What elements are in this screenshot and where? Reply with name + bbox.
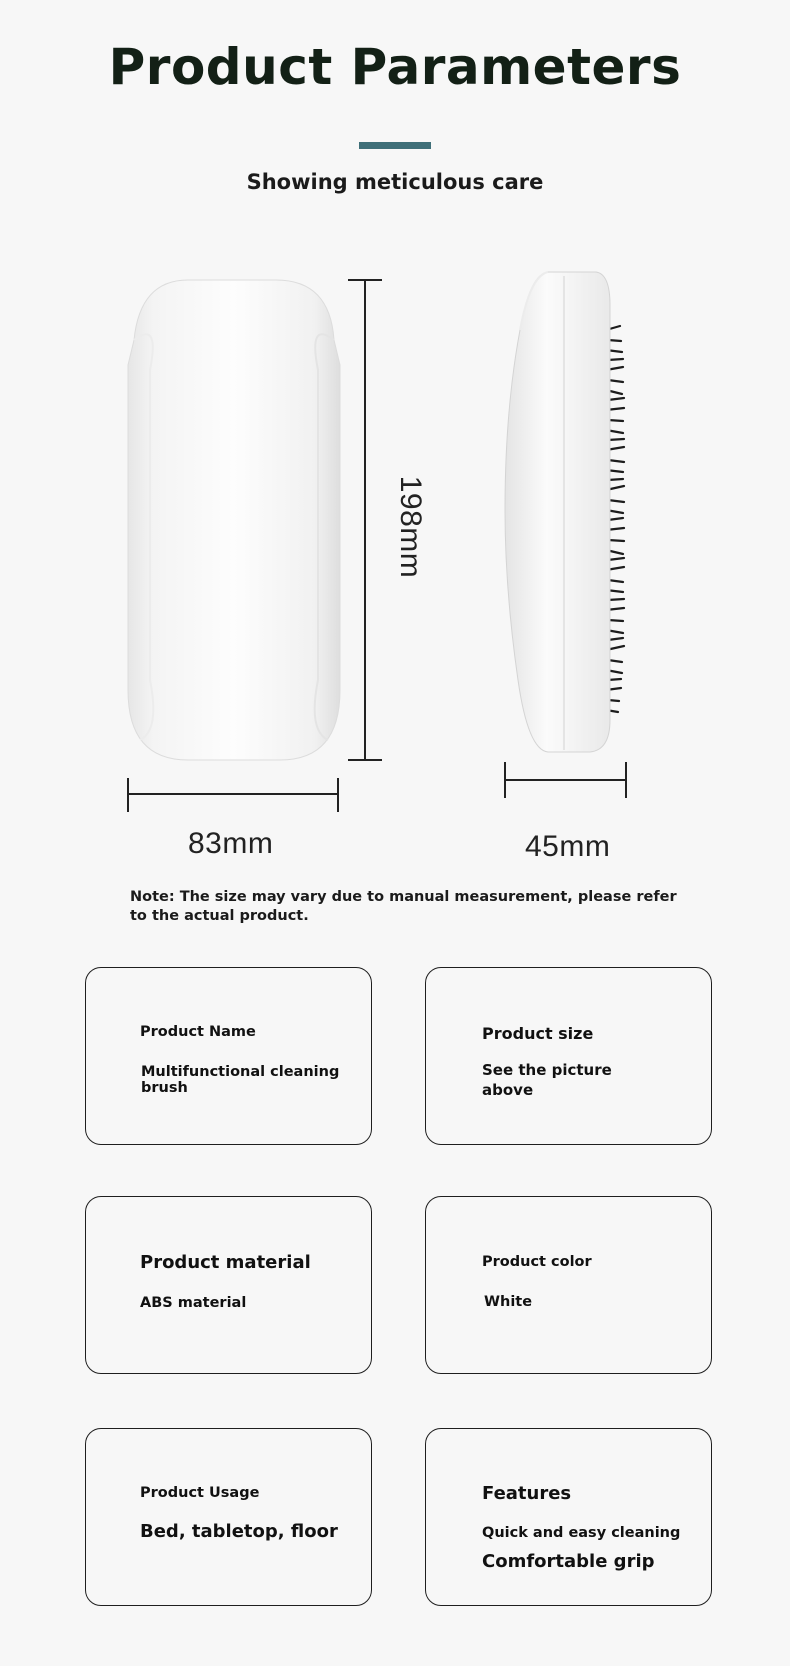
- card-value: Bed, tabletop, floor: [140, 1521, 338, 1542]
- card-value: See the picture above: [482, 1061, 612, 1099]
- brush-side-view: [505, 272, 624, 752]
- measurement-note: Note: The size may vary due to manual measurement, please refer to the actual product.: [130, 889, 677, 924]
- depth-dimension-line: [505, 762, 626, 798]
- page-title: Product Parameters: [108, 38, 682, 96]
- card-label: Product color: [482, 1254, 592, 1270]
- card-label: Product size: [482, 1024, 594, 1043]
- height-dimension-line: [348, 280, 382, 760]
- card-product-material: [85, 1196, 372, 1374]
- card-label: Features: [482, 1483, 572, 1504]
- width-dimension-line: [128, 778, 338, 812]
- width-dimension-label: 83mm: [188, 827, 274, 860]
- card-value: White: [484, 1294, 533, 1310]
- height-dimension-label: 198mm: [394, 475, 427, 579]
- brush-front-view: [128, 280, 340, 760]
- card-value: Multifunctional cleaning brush: [141, 1064, 340, 1096]
- card-label: Product Usage: [140, 1485, 260, 1501]
- card-value: Quick and easy cleaning: [482, 1525, 681, 1541]
- card-features: [425, 1428, 712, 1606]
- card-product-size: [425, 967, 712, 1145]
- accent-bar: [359, 142, 431, 149]
- card-value: ABS material: [140, 1295, 247, 1311]
- product-dimension-figure: [0, 260, 790, 880]
- page-subtitle: Showing meticulous care: [246, 170, 544, 194]
- card-value: Comfortable grip: [482, 1551, 655, 1572]
- card-product-color: [425, 1196, 712, 1374]
- card-label: Product Name: [140, 1024, 256, 1040]
- depth-dimension-label: 45mm: [525, 830, 611, 863]
- card-label: Product material: [140, 1252, 311, 1273]
- card-product-name: [85, 967, 372, 1145]
- card-product-usage: [85, 1428, 372, 1606]
